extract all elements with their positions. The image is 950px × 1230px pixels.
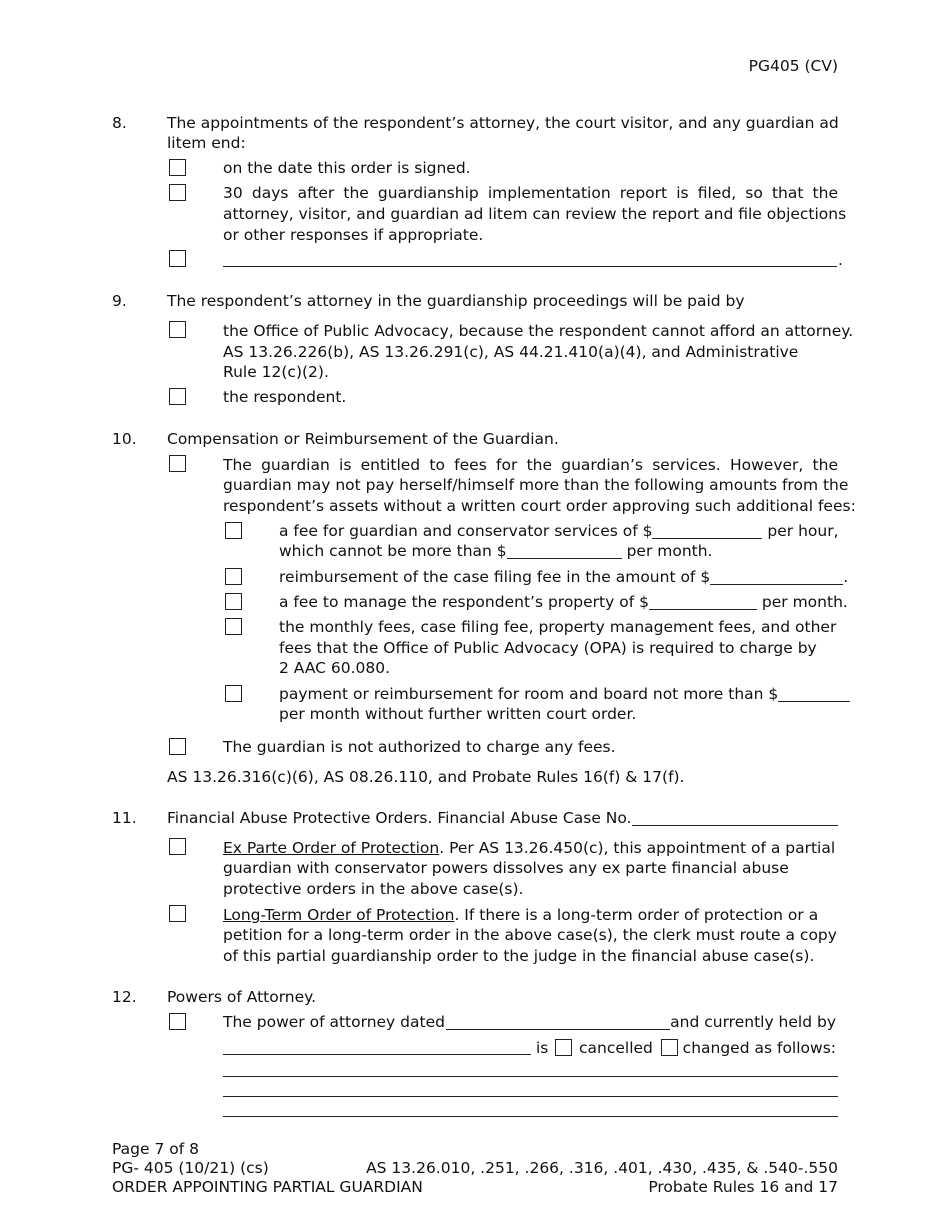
s11-option1-line3: protective orders in the above case(s).: [223, 880, 524, 898]
s10-sub2-amount-field[interactable]: [710, 568, 843, 585]
s10-sub5-line2: per month without further written court order.: [279, 705, 637, 723]
s10-sub1-monthly-field[interactable]: [507, 542, 622, 559]
s12-option1-text-a: The power of attorney dated: [223, 1013, 445, 1031]
s8-option2-line2: attorney, visitor, and guardian ad litem can review the report and file objections: [223, 205, 847, 223]
s11-option1-text: . Per AS 13.26.450(c), this appointment of a partial: [439, 839, 836, 857]
s10-sub1-line1: [279, 521, 839, 541]
s12-option1-text-b: and currently held by: [670, 1013, 836, 1031]
s12-option1-checkbox[interactable]: [169, 1013, 186, 1030]
poa-holder-field[interactable]: [223, 1054, 531, 1055]
s10-sub5-checkbox[interactable]: [225, 685, 242, 702]
s9-option1-line1: the Office of Public Advocacy, because the respondent cannot afford an attorney.: [223, 322, 854, 340]
s10-option1-line1: The guardian is entitled to fees for the guardian’s services. However, the: [223, 456, 838, 474]
s9-option1-line3: Rule 12(c)(2).: [223, 363, 329, 381]
s10-sub1-text-b: per hour,: [767, 522, 839, 540]
s9-option1-checkbox[interactable]: [169, 321, 186, 338]
s10-sub3-amount-field[interactable]: [649, 593, 757, 610]
s10-sub2-text: reimbursement of the case filing fee in the amount of $: [279, 568, 711, 586]
section-10-number: 10.: [112, 430, 137, 448]
s11-option2-line1: [223, 905, 818, 925]
s10-sub5-text-a: payment or reimbursement for room and board not more than $: [279, 685, 779, 703]
footer-page-number: Page 7 of 8: [112, 1140, 199, 1158]
s10-sub1-line2: [279, 541, 713, 561]
s10-sub2-period: .: [843, 568, 849, 586]
s10-citation: AS 13.26.316(c)(6), AS 08.26.110, and Probate Rules 16(f) & 17(f).: [167, 768, 685, 786]
s8-option3-period: .: [838, 251, 843, 269]
s10-sub5-line1: [279, 684, 850, 704]
s11-option1-line1: [223, 838, 835, 858]
s10-sub1-text-a: a fee for guardian and conservator services of $: [279, 522, 653, 540]
s8-option3-other-field[interactable]: [223, 266, 837, 267]
s10-sub1-checkbox[interactable]: [225, 522, 242, 539]
s9-option2-label: the respondent.: [223, 388, 347, 406]
s10-sub3-checkbox[interactable]: [225, 593, 242, 610]
section-12-number: 12.: [112, 988, 137, 1006]
s10-sub3-text-b: per month.: [761, 593, 848, 611]
section-11-text: Financial Abuse Protective Orders. Financial Abuse Case No.: [167, 809, 632, 827]
footer-form-title: ORDER APPOINTING PARTIAL GUARDIAN: [112, 1178, 423, 1196]
section-9-text: The respondent’s attorney in the guardianship proceedings will be paid by: [167, 292, 745, 310]
s12-changed-label: changed as follows:: [682, 1039, 836, 1057]
s10-sub5-amount-field[interactable]: [778, 685, 850, 702]
s10-sub4-line1: the monthly fees, case filing fee, property management fees, and other: [279, 618, 837, 636]
s10-sub3-text-a: a fee to manage the respondent’s property of $: [279, 593, 649, 611]
financial-abuse-case-no-field[interactable]: [632, 825, 838, 826]
section-11-number: 11.: [112, 809, 137, 827]
cancelled-checkbox[interactable]: [555, 1039, 572, 1056]
footer-rules: Probate Rules 16 and 17: [648, 1178, 838, 1196]
footer-form-id: PG- 405 (10/21) (cs): [112, 1159, 269, 1177]
footer-statutes: AS 13.26.010, .251, .266, .316, .401, .430, .435, & .540-.550: [366, 1159, 838, 1177]
s12-option1-is: is: [536, 1039, 549, 1057]
s8-option2-line1: 30 days after the guardianship implementation report is filed, so that the: [223, 184, 838, 202]
s8-option3-checkbox[interactable]: [169, 250, 186, 267]
s10-sub4-checkbox[interactable]: [225, 618, 242, 635]
s11-option1-line2: guardian with conservator powers dissolves any ex parte financial abuse: [223, 859, 789, 877]
section-10-text: Compensation or Reimbursement of the Guardian.: [167, 430, 559, 448]
s11-option2-title: Long-Term Order of Protection: [223, 906, 455, 924]
s11-option2-line3: of this partial guardianship order to the judge in the financial abuse case(s).: [223, 947, 815, 965]
s10-sub2-checkbox[interactable]: [225, 568, 242, 585]
changes-line-2[interactable]: [223, 1096, 838, 1097]
s8-option2-checkbox[interactable]: [169, 184, 186, 201]
section-8-text-line2: litem end:: [167, 134, 246, 152]
s9-option2-checkbox[interactable]: [169, 388, 186, 405]
s10-option2-checkbox[interactable]: [169, 738, 186, 755]
s10-sub1-text-c: which cannot be more than $: [279, 542, 507, 560]
section-8-text-line1: The appointments of the respondent’s attorney, the court visitor, and any guardian ad: [167, 114, 839, 132]
s11-option1-title: Ex Parte Order of Protection: [223, 839, 440, 857]
s8-option2-line3: or other responses if appropriate.: [223, 226, 484, 244]
form-code: PG405 (CV): [748, 57, 838, 75]
s8-option1-checkbox[interactable]: [169, 159, 186, 176]
s10-sub4-line3: 2 AAC 60.080.: [279, 659, 391, 677]
s11-option1-checkbox[interactable]: [169, 838, 186, 855]
s11-option2-text: . If there is a long-term order of protection or a: [454, 906, 819, 924]
s10-option1-checkbox[interactable]: [169, 455, 186, 472]
s11-option2-line2: petition for a long-term order in the above case(s), the clerk must route a copy: [223, 926, 837, 944]
changes-line-1[interactable]: [223, 1076, 838, 1077]
s12-cancelled-label: cancelled: [579, 1039, 653, 1057]
section-8-number: 8.: [112, 114, 127, 132]
s10-sub1-text-d: per month.: [626, 542, 713, 560]
s9-option1-line2: AS 13.26.226(b), AS 13.26.291(c), AS 44.21.410(a)(4), and Administrative: [223, 343, 799, 361]
s10-option1-line3: respondent’s assets without a written court order approving such additional fees:: [223, 497, 856, 515]
changes-line-3[interactable]: [223, 1116, 838, 1117]
s10-option1-line2: guardian may not pay herself/himself more than the following amounts from the: [223, 476, 849, 494]
s10-sub4-line2: fees that the Office of Public Advocacy (OPA) is required to charge by: [279, 639, 817, 657]
s10-sub3-line: [279, 592, 848, 612]
s11-option2-checkbox[interactable]: [169, 905, 186, 922]
s10-sub2-line: [279, 567, 848, 587]
s10-option2-label: The guardian is not authorized to charge any fees.: [223, 738, 616, 756]
section-12-text: Powers of Attorney.: [167, 988, 317, 1006]
section-9-number: 9.: [112, 292, 127, 310]
s10-sub1-hourly-field[interactable]: [652, 522, 762, 539]
s8-option1-label: on the date this order is signed.: [223, 159, 471, 177]
changed-checkbox[interactable]: [661, 1039, 678, 1056]
poa-date-field[interactable]: [446, 1029, 670, 1030]
